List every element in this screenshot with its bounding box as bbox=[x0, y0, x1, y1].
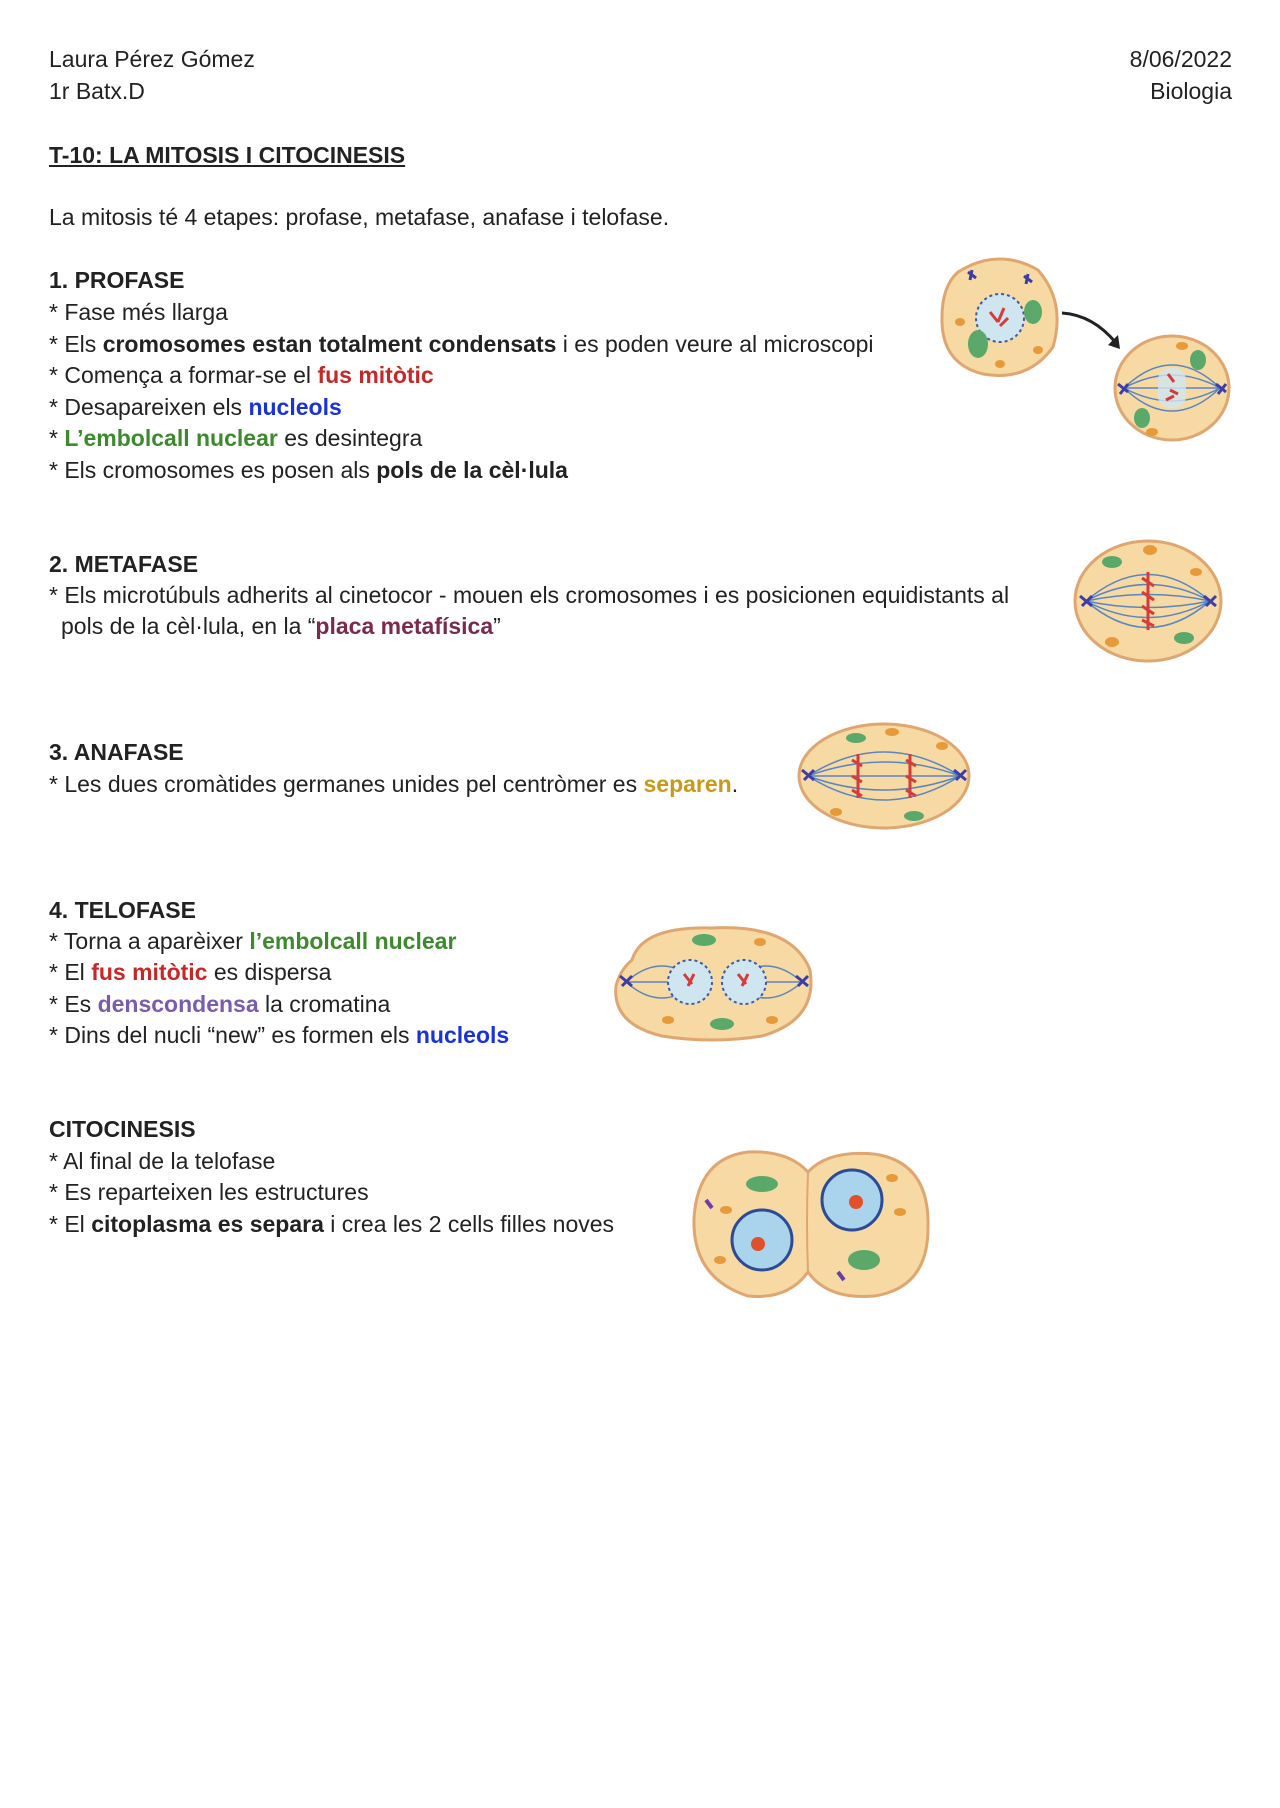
telofase-heading: 4. TELOFASE bbox=[49, 897, 196, 923]
anafase-point-1: * Les dues cromàtides germanes unides pel centròmer es separen. bbox=[49, 771, 739, 797]
profase-point-1: * Fase més llarga bbox=[49, 299, 228, 325]
profase-point-4: * Desapareixen els nucleols bbox=[49, 394, 342, 420]
profase-point-5: * L’embolcall nuclear es desintegra bbox=[49, 425, 423, 451]
telofase-point-1: * Torna a aparèixer l’embolcall nuclear bbox=[49, 928, 457, 954]
metafase-point-1-cont: pols de la cèl·lula, en la “placa metafísica” bbox=[61, 613, 501, 639]
subject-name: Biologia bbox=[1150, 78, 1232, 104]
metafase-point-1: * Els microtúbuls adherits al cinetocor - mouen els cromosomes i es posicionen equidistants al bbox=[49, 582, 1010, 608]
anafase-heading: 3. ANAFASE bbox=[49, 739, 184, 765]
citocinesis-point-1: * Al final de la telofase bbox=[49, 1148, 276, 1174]
profase-heading: 1. PROFASE bbox=[49, 267, 185, 293]
profase-point-3: * Comença a formar-se el fus mitòtic bbox=[49, 362, 434, 388]
telofase-point-3: * Es denscondensa la cromatina bbox=[49, 991, 391, 1017]
page-title: T-10: LA MITOSIS I CITOCINESIS bbox=[49, 142, 406, 168]
metafase-heading: 2. METAFASE bbox=[49, 551, 199, 577]
class-group: 1r Batx.D bbox=[49, 78, 145, 104]
citocinesis-cells-illustration bbox=[688, 1148, 934, 1300]
metafase-cell-illustration bbox=[1072, 538, 1224, 664]
profase-point-6: * Els cromosomes es posen als pols de la cèl·lula bbox=[49, 457, 568, 483]
citocinesis-point-2: * Es reparteixen les estructures bbox=[49, 1179, 369, 1205]
telofase-point-2: * El fus mitòtic es dispersa bbox=[49, 959, 332, 985]
citocinesis-heading: CITOCINESIS bbox=[49, 1116, 196, 1142]
intro-text: La mitosis té 4 etapes: profase, metafase, anafase i telofase. bbox=[49, 204, 670, 230]
citocinesis-point-3: * El citoplasma es separa i crea les 2 cells filles noves bbox=[49, 1211, 615, 1237]
profase-late-cell-illustration bbox=[1112, 332, 1232, 444]
telofase-point-4: * Dins del nucli “new” es formen els nucleols bbox=[49, 1022, 510, 1048]
profase-early-cell-illustration bbox=[938, 252, 1062, 380]
author-name: Laura Pérez Gómez bbox=[49, 46, 255, 72]
document-date: 8/06/2022 bbox=[1129, 46, 1232, 72]
anafase-cell-illustration bbox=[796, 720, 972, 832]
telofase-cell-illustration bbox=[612, 920, 816, 1044]
profase-point-2: * Els cromosomes estan totalment condensats i es poden veure al microscopi bbox=[49, 331, 874, 357]
